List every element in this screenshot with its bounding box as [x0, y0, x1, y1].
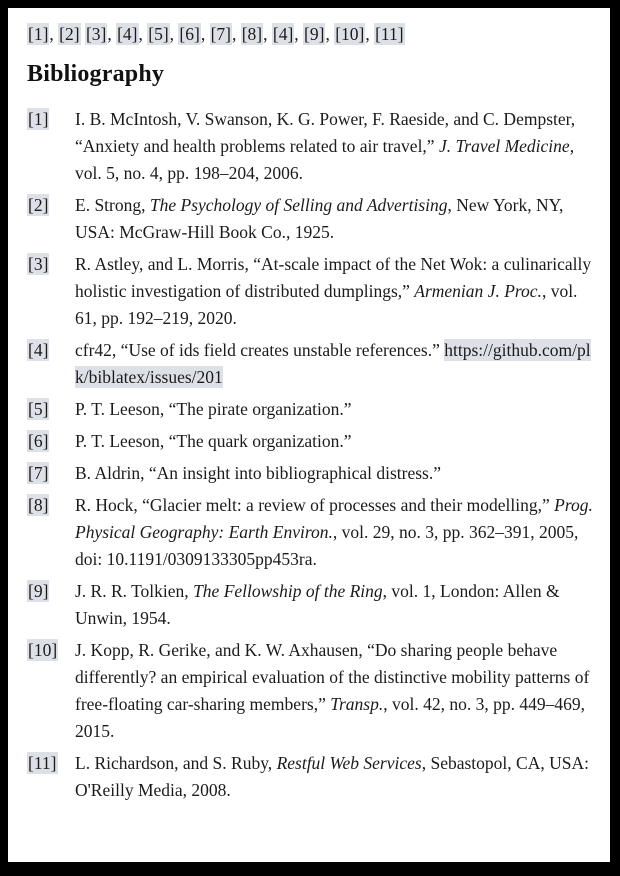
reference-text: [75, 637, 595, 745]
reference-entry: [27, 750, 595, 804]
citation-link[interactable]: [1]: [28, 24, 49, 44]
reference-text-segment: , Sebastopol, CA, USA: O'Reilly Media, 2008.: [75, 753, 589, 800]
reference-label[interactable]: [11]: [28, 753, 57, 773]
reference-text-segment: P. T. Leeson, “The quark organization.”: [75, 431, 352, 451]
citation-separator: ,: [294, 24, 304, 44]
reference-text-segment: , vol. 29, no. 3, pp. 362–391, 2005, doi: 10.1191/0309133305pp453ra.: [75, 522, 579, 569]
reference-text: [75, 106, 595, 187]
reference-text-segment: R. Astley, and L. Morris, “At-scale impact of the Net Wok: a culinarically holistic investigation of distributed dumplings,”: [75, 254, 592, 301]
citation-link[interactable]: [9]: [304, 24, 325, 44]
citation-separator: ,: [49, 24, 59, 44]
reference-text-segment: J. Kopp, R. Gerike, and K. W. Axhausen, “Do sharing people behave differently? an empirical evaluation of the distinctive mobility patterns of free-floating car-sharing members,”: [75, 640, 590, 714]
reference-label-column: [27, 578, 75, 605]
reference-entry: [27, 192, 595, 246]
reference-entry: [27, 578, 595, 632]
reference-text-segment: Prog. Physical Geography: Earth Environ.: [75, 495, 593, 542]
citation-link[interactable]: [5]: [148, 24, 169, 44]
reference-text-segment: The Psychology of Selling and Advertising: [149, 195, 448, 215]
citation-separator: ,: [231, 24, 241, 44]
reference-text-segment: P. T. Leeson, “The pirate organization.”: [75, 399, 352, 419]
reference-entry: [27, 251, 595, 332]
citation-link[interactable]: [2]: [59, 24, 80, 44]
reference-text: [75, 396, 595, 423]
reference-text: [75, 460, 595, 487]
citation-separator: ,: [138, 24, 148, 44]
reference-label[interactable]: [6]: [28, 431, 49, 451]
reference-text-segment: The Fellowship of the Ring: [193, 581, 383, 601]
citation-link[interactable]: [3]: [85, 24, 107, 44]
citation-separator: ,: [107, 24, 117, 44]
bibliography-heading: Bibliography: [27, 61, 165, 87]
reference-entry: [27, 428, 595, 455]
reference-label[interactable]: [4]: [28, 340, 49, 360]
citation-separator: ,: [169, 24, 179, 44]
reference-label-column: [27, 396, 75, 423]
citation-separator: ,: [325, 24, 335, 44]
reference-label[interactable]: [7]: [28, 463, 49, 483]
reference-text-segment: B. Aldrin, “An insight into bibliographical distress.”: [75, 463, 442, 483]
reference-entry: [27, 337, 595, 391]
reference-label-column: [27, 192, 75, 219]
reference-text-segment: J. R. R. Tolkien,: [75, 581, 194, 601]
citation-link[interactable]: [6]: [179, 24, 200, 44]
reference-text-segment: Restful Web Services: [276, 753, 422, 773]
reference-entry: [27, 492, 595, 573]
reference-label-column: [27, 428, 75, 455]
citation-link[interactable]: [11]: [375, 24, 404, 44]
reference-label-column: [27, 251, 75, 278]
reference-text-segment: cfr42, “Use of ids field creates unstable references.”: [75, 340, 445, 360]
reference-label[interactable]: [9]: [28, 581, 49, 601]
reference-label-column: [27, 460, 75, 487]
citation-link[interactable]: [4]: [272, 24, 294, 44]
reference-text-segment: , vol. 61, pp. 192–219, 2020.: [75, 281, 578, 328]
reference-text-segment: L. Richardson, and S. Ruby,: [75, 753, 277, 773]
citation-line: [27, 21, 595, 48]
citation-link[interactable]: [8]: [241, 24, 263, 44]
reference-text-segment: R. Hock, “Glacier melt: a review of processes and their modelling,”: [75, 495, 555, 515]
reference-text: [75, 750, 595, 804]
reference-text: [75, 492, 595, 573]
reference-label[interactable]: [3]: [28, 254, 49, 274]
reference-entry: [27, 637, 595, 745]
reference-text: [75, 578, 595, 632]
reference-label-column: [27, 106, 75, 133]
citation-link[interactable]: [10]: [335, 24, 365, 44]
reference-label-column: [27, 750, 75, 777]
citation-separator: ,: [263, 24, 272, 44]
reference-text-segment: E. Strong,: [75, 195, 150, 215]
reference-text-segment: , vol. 5, no. 4, pp. 198–204, 2006.: [75, 136, 575, 183]
reference-entry: [27, 106, 595, 187]
reference-text-segment: , New York, NY, USA: McGraw-Hill Book Co., 1925.: [75, 195, 564, 242]
citation-link[interactable]: [4]: [117, 24, 138, 44]
reference-label-column: [27, 637, 75, 664]
reference-label[interactable]: [1]: [28, 109, 49, 129]
reference-text: [75, 251, 595, 332]
reference-text-segment: I. B. McIntosh, V. Swanson, K. G. Power, F. Raeside, and C. Dempster, “Anxiety and health problems related to air travel,”: [75, 109, 576, 156]
reference-text-segment: , vol. 42, no. 3, pp. 449–469, 2015.: [75, 694, 585, 741]
reference-label-column: [27, 337, 75, 364]
citation-link[interactable]: [7]: [210, 24, 231, 44]
citation-separator: ,: [200, 24, 210, 44]
reference-text: [75, 192, 595, 246]
reference-label[interactable]: [10]: [28, 640, 58, 660]
reference-list: [27, 106, 595, 804]
reference-entry: [27, 396, 595, 423]
reference-text-segment: Armenian J. Proc.: [414, 281, 542, 301]
reference-text: [75, 337, 595, 391]
reference-label[interactable]: [5]: [28, 399, 49, 419]
reference-entry: [27, 460, 595, 487]
reference-label[interactable]: [2]: [28, 195, 49, 215]
reference-label-column: [27, 492, 75, 519]
reference-text: [75, 428, 595, 455]
reference-text-segment: , vol. 1, London: Allen & Unwin, 1954.: [75, 581, 560, 628]
reference-url-link[interactable]: https://github.com/plk/biblatex/issues/201: [75, 340, 591, 387]
reference-text-segment: Transp.: [330, 694, 384, 714]
document-page: [8, 8, 610, 862]
reference-label[interactable]: [8]: [28, 495, 49, 515]
reference-text-segment: J. Travel Medicine: [438, 136, 570, 156]
citation-separator: ,: [365, 24, 375, 44]
